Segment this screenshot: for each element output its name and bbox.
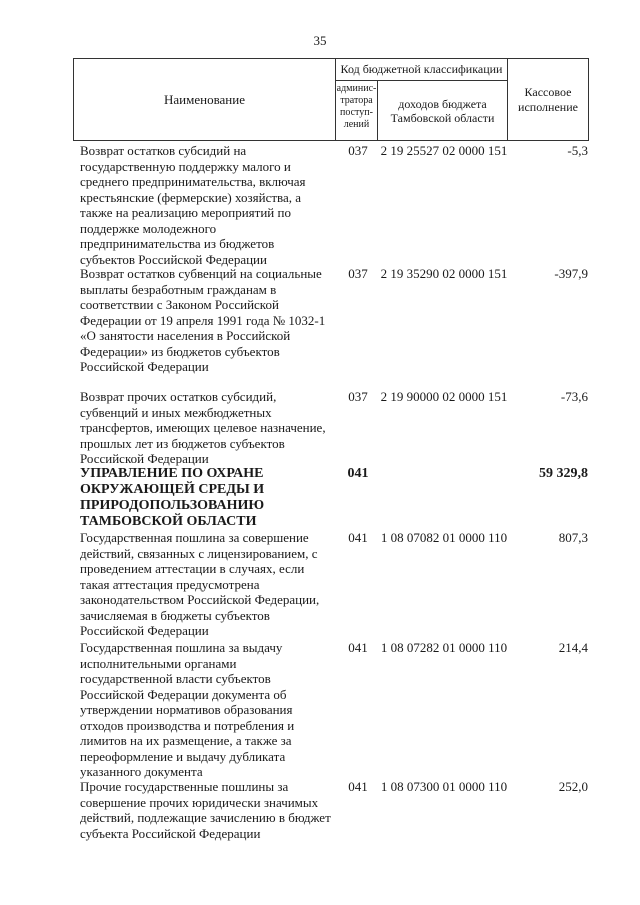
row-name: Прочие государственные пошлины за совершение прочих юридически значимых действий, подлежащие зачислению в бюджет субъекта Российской Федерации xyxy=(80,779,331,841)
header-cash-column: Кассовое исполнение xyxy=(507,58,589,141)
row-name: Возврат остатков субсидий на государственную поддержку малого и среднего предпринимательства, включая крестьянские (фермерские) хозяйства, а также на реализацию мероприятий по поддержке молодежного предпринимательства из бюджетов субъектов Российской Федерации xyxy=(80,143,306,267)
section-admin-code: 041 xyxy=(347,466,369,481)
row-value: 807,3 xyxy=(558,530,588,545)
row-name: Возврат остатков субвенций на социальные выплаты безработным гражданам в соответствии с Законом Российской Федерации от 19 апреля 1991 года № 1032-1 «О занятости населения в Российской Федерации» из бюджетов субъектов Российской Федерации xyxy=(80,266,326,374)
row-admin-code: 041 xyxy=(348,640,368,655)
row-income-code: 2 19 90000 02 0000 151 xyxy=(380,389,508,404)
row-income-code: 1 08 07300 01 0000 110 xyxy=(380,779,508,794)
row-admin-code: 041 xyxy=(348,530,368,545)
row-admin-code: 037 xyxy=(348,266,368,281)
row-income-code: 1 08 07282 01 0000 110 xyxy=(380,640,508,655)
row-value: 252,0 xyxy=(558,779,588,794)
row-value: -73,6 xyxy=(560,389,588,404)
row-name: Возврат прочих остатков субсидий, субвенций и иных межбюджетных трансфертов, имеющих целевое назначение, прошлых лет из бюджетов субъектов Российской Федерации xyxy=(80,389,326,466)
section-name: УПРАВЛЕНИЕ ПО ОХРАНЕ ОКРУЖАЮЩЕЙ СРЕДЫ И ПРИРОДОПОЛЬЗОВАНИЮ ТАМБОВСКОЙ ОБЛАСТИ xyxy=(80,466,265,529)
header-name-column: Наименование xyxy=(73,58,336,141)
row-name: Государственная пошлина за совершение действий, связанных с лицензированием, с проведением аттестации в случаях, если такая аттестация предусмотрена законодательством Российской Федерации, зачисляемая в бюджеты субъектов Российской Федерации xyxy=(80,530,320,638)
row-value: -5,3 xyxy=(567,143,588,158)
row-name: Государственная пошлина за выдачу исполнительными органами государственной власти субъектов Российской Федерации документа об утверждении нормативов образования отходов производства и потребления и лимитов на их размещение, а также за переоформление и выдачу дубликата указанного документа xyxy=(80,640,295,779)
row-income-code: 1 08 07082 01 0000 110 xyxy=(380,530,508,545)
row-income-code: 2 19 35290 02 0000 151 xyxy=(380,266,508,281)
header-admin-column: админис-тратора поступ-лений xyxy=(335,80,378,141)
header-code-group: Код бюджетной классификации xyxy=(335,58,508,81)
row-value: -397,9 xyxy=(554,266,588,281)
row-admin-code: 037 xyxy=(348,143,368,158)
row-value: 214,4 xyxy=(558,640,588,655)
section-value: 59 329,8 xyxy=(539,466,588,481)
row-income-code: 2 19 25527 02 0000 151 xyxy=(380,143,508,158)
header-income-column: доходов бюджета Тамбовской области xyxy=(377,80,508,141)
row-admin-code: 041 xyxy=(348,779,368,794)
page-number: 35 xyxy=(313,33,327,48)
row-admin-code: 037 xyxy=(348,389,368,404)
